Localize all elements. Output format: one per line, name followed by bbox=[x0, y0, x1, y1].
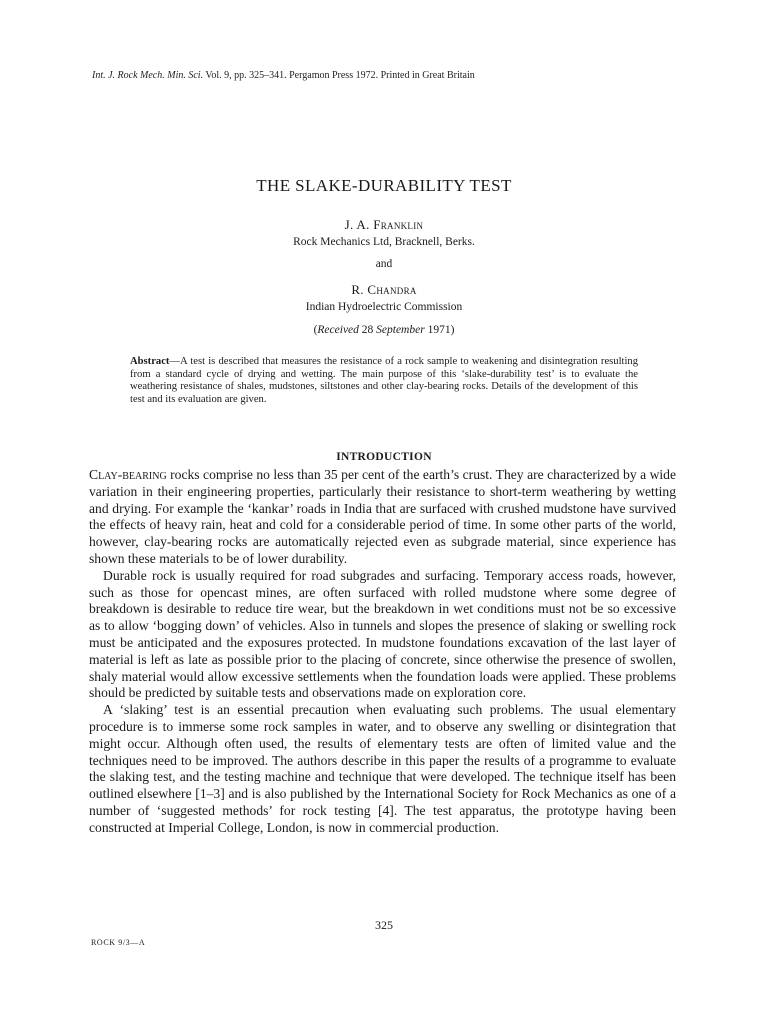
paragraph-1-lead: Clay-bearing bbox=[89, 467, 167, 482]
author-2-affiliation: Indian Hydroelectric Commission bbox=[305, 301, 463, 313]
paragraph-1 bbox=[89, 467, 676, 568]
journal-citation bbox=[92, 70, 475, 81]
received-open-paren: ( bbox=[313, 324, 318, 336]
footer-code: ROCK 9/3—A bbox=[91, 938, 146, 947]
author-conjunction: and bbox=[375, 258, 393, 270]
author-1-affiliation: Rock Mechanics Ltd, Bracknell, Berks. bbox=[293, 236, 475, 248]
section-heading-introduction: INTRODUCTION bbox=[336, 451, 432, 463]
received-day: 28 bbox=[358, 324, 377, 336]
author-1-name: J. A. Franklin bbox=[344, 217, 424, 232]
received-word: Received bbox=[317, 324, 359, 336]
abstract bbox=[130, 356, 638, 406]
page-number: 325 bbox=[375, 918, 393, 932]
paragraph-3: A ‘slaking’ test is an essential precaution when evaluating such problems. The usual elementary procedure is to immerse some rock samples in water, and to observe any swelling or disintegration that might occur. Although often used, the results of elementary tests are often of limited value and the techniques need to be improved. The authors describe in this paper the results of a programme to evaluate the slaking test, and the testing machine and technique that were developed. The technique itself has been outlined elsewhere [1–3] and is also published by the International Society for Rock Mechanics as one of a number of ‘suggested methods’ for rock testing [4]. The test apparatus, the prototype having been constructed at Imperial College, London, is now in commercial production. bbox=[89, 702, 676, 835]
paragraph-2: Durable rock is usually required for road subgrades and surfacing. Temporary access roads, however, such as those for opencast mines, are often surfaced with rolled mudstone where some degree of breakdown is desirable to reduce tire wear, but the breakdown in wet conditions must not be so excessive as to allow ‘bogging down’ of vehicles. Also in tunnels and slopes the presence of slaking or swelling rock must be anticipated and the exposures protected. In mudstone foundations excavation of the last layer of material is left as late as possible prior to the placing of concrete, since otherwise the presence of swollen, shaly material would allow excessive settlements when the foundation loads were applied. These problems should be predicted by suitable tests and observations made on exploration core. bbox=[89, 567, 676, 701]
citation-details: Vol. 9, pp. 325–341. Pergamon Press 1972. Printed in Great Britain bbox=[203, 70, 475, 81]
received-year: 1971) bbox=[424, 324, 455, 336]
introduction-body bbox=[89, 467, 676, 837]
author-2-name: R. Chandra bbox=[351, 282, 417, 297]
received-month: September bbox=[376, 324, 425, 336]
abstract-text: —A test is described that measures the resistance of a rock sample to weakening and disintegration resulting from a standard cycle of drying and wetting. The main purpose of this ‘slake-durability test’ is to evaluate the weathering resistance of shales, mudstones, siltstones and other clay-bearing rocks. Details of the development of this test and its evaluation are given. bbox=[130, 356, 638, 405]
journal-name: Int. J. Rock Mech. Min. Sci. bbox=[92, 70, 204, 81]
abstract-label: Abstract bbox=[130, 356, 170, 367]
paragraph-1-text: rocks comprise no less than 35 per cent of the earth’s crust. They are characterized by a wide variation in their engineering properties, particularly their resistance to short-term weathering by wetting and drying. For example the ‘kankar’ roads in India that are surfaced with crushed mudstone have survived the effects of heavy rain, heat and cold for a considerable period of time. In some other parts of the world, however, clay-bearing rocks are automatically rejected even as subgrade material, since experience has shown these materials to be of lower durability. bbox=[89, 467, 676, 566]
received-date bbox=[0, 324, 768, 336]
paper-title: THE SLAKE-DURABILITY TEST bbox=[256, 176, 512, 195]
